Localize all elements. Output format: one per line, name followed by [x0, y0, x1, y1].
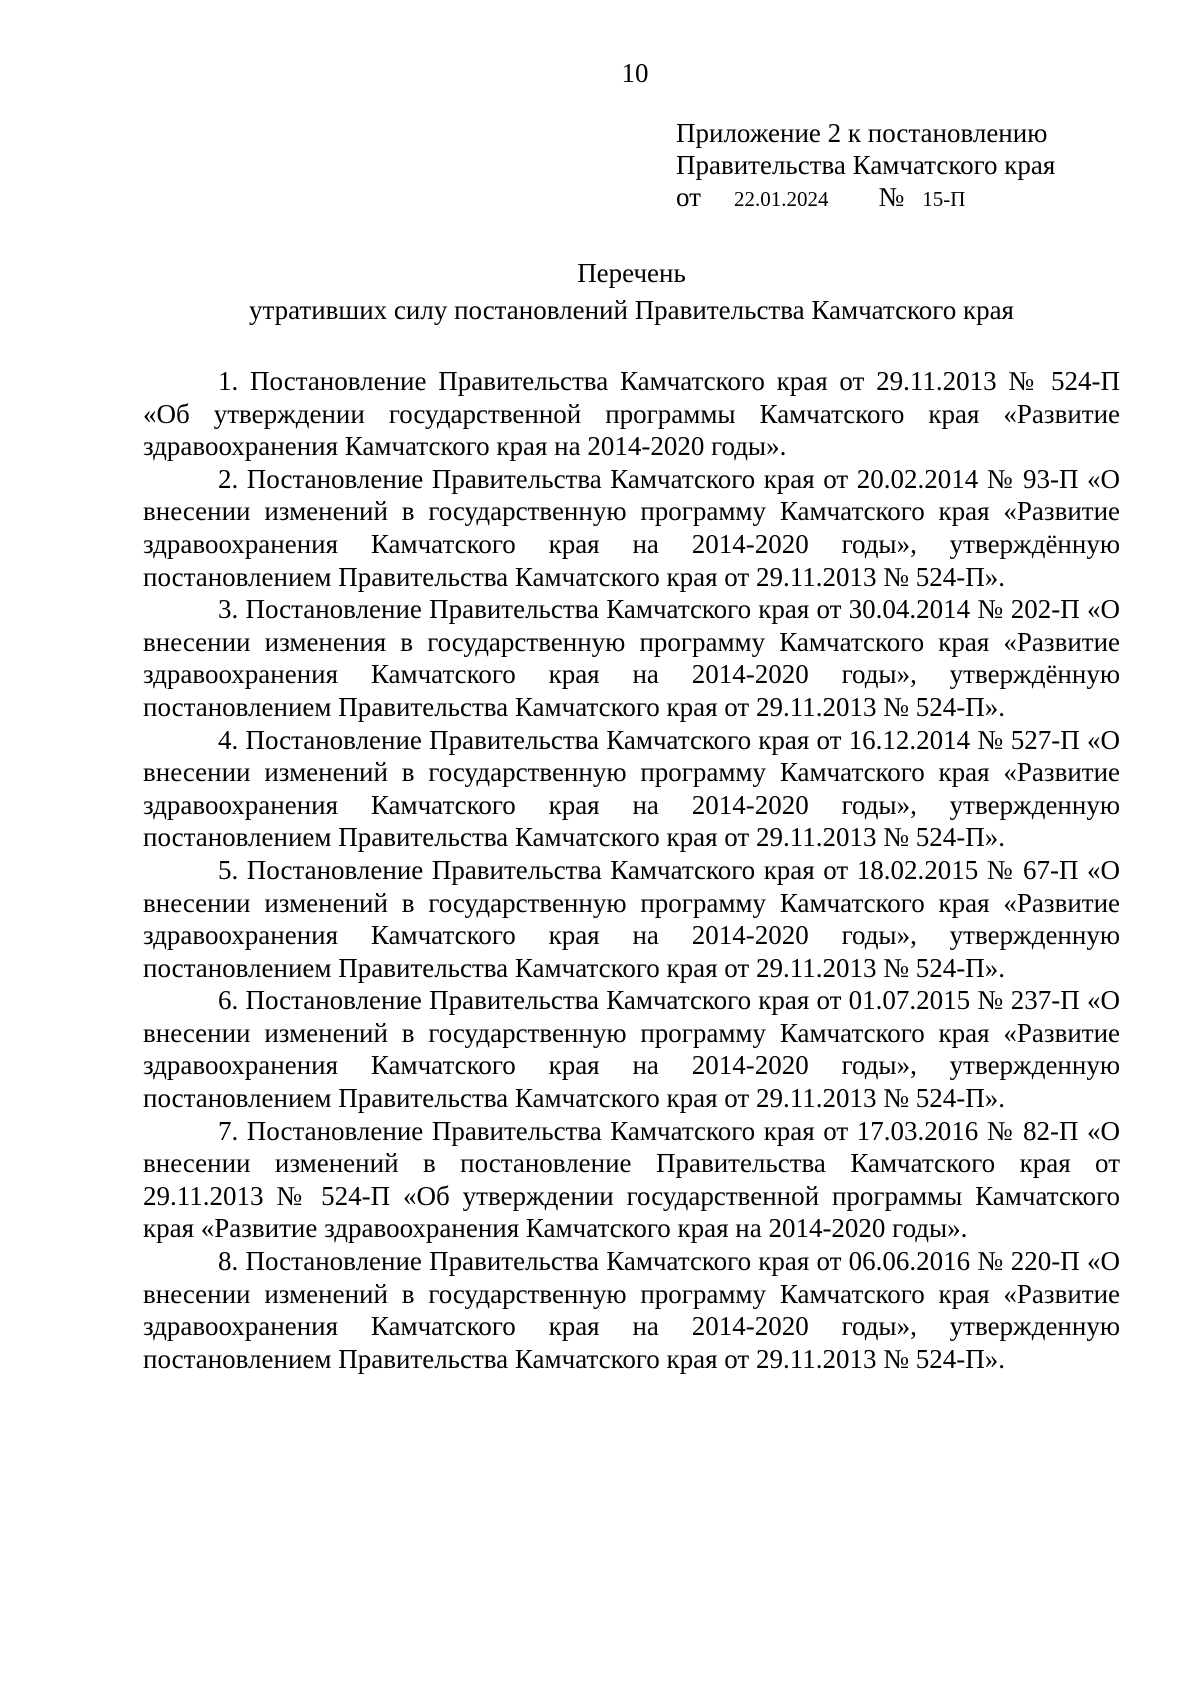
page-number: 10: [621, 58, 649, 88]
appendix-line-2: Правительства Камчатского края: [676, 150, 1056, 180]
title-line-1: Перечень: [577, 258, 686, 288]
appendix-date-line: [676, 181, 1116, 215]
list-item: 1. Постановление Правительства Камчатского края от 29.11.2013 № 524-П «Об утверждении государственной программы Камчатского края «Развитие здравоохранения Камчатского края на 2014-2020 годы».: [143, 366, 1120, 462]
title-line-2: утративших силу постановлений Правительства Камчатского края: [249, 295, 1014, 325]
appendix-number: 15-П: [922, 187, 966, 211]
document-title: [143, 255, 1120, 329]
list-item: 6. Постановление Правительства Камчатского края от 01.07.2015 № 237-П «О внесении изменений в государственную программу Камчатского края «Развитие здравоохранения Камчатского края на 2014-2020 годы», утвержденную постановлением Правительства Камчатского края от 29.11.2013 № 524-П».: [143, 985, 1120, 1114]
list-item: 8. Постановление Правительства Камчатского края от 06.06.2016 № 220-П «О внесении изменений в государственную программу Камчатского края «Развитие здравоохранения Камчатского края на 2014-2020 годы», утвержденную постановлением Правительства Камчатского края от 29.11.2013 № 524-П».: [143, 1246, 1120, 1374]
appendix-from-label: от: [676, 182, 701, 212]
list-item: 3. Постановление Правительства Камчатского края от 30.04.2014 № 202-П «О внесении изменения в государственную программу Камчатского края «Развитие здравоохранения Камчатского края на 2014-2020 годы», утверждённую постановлением Правительства Камчатского края от 29.11.2013 № 524-П».: [143, 594, 1120, 722]
appendix-header: [676, 117, 1116, 215]
appendix-number-sign: №: [878, 182, 905, 212]
appendix-line-1: Приложение 2 к постановлению: [676, 118, 1048, 148]
list-item: 2. Постановление Правительства Камчатского края от 20.02.2014 № 93-П «О внесении изменений в государственную программу Камчатского края «Развитие здравоохранения Камчатского края на 2014-2020 годы», утверждённую постановлением Правительства Камчатского края от 29.11.2013 № 524-П».: [143, 463, 1120, 592]
repealed-list: [143, 365, 1120, 1375]
list-item: 4. Постановление Правительства Камчатского края от 16.12.2014 № 527-П «О внесении изменений в государственную программу Камчатского края «Развитие здравоохранения Камчатского края на 2014-2020 годы», утвержденную постановлением Правительства Камчатского края от 29.11.2013 № 524-П».: [143, 724, 1120, 853]
appendix-date: 22.01.2024: [733, 187, 829, 211]
list-item: 5. Постановление Правительства Камчатского края от 18.02.2015 № 67-П «О внесении изменений в государственную программу Камчатского края «Развитие здравоохранения Камчатского края на 2014-2020 годы», утвержденную постановлением Правительства Камчатского края от 29.11.2013 № 524-П».: [143, 854, 1120, 983]
list-item: 7. Постановление Правительства Камчатского края от 17.03.2016 № 82-П «О внесении изменений в постановление Правительства Камчатского края от 29.11.2013 № 524-П «Об утверждении государственной программы Камчатского края «Развитие здравоохранения Камчатского края на 2014-2020 годы».: [143, 1115, 1120, 1244]
